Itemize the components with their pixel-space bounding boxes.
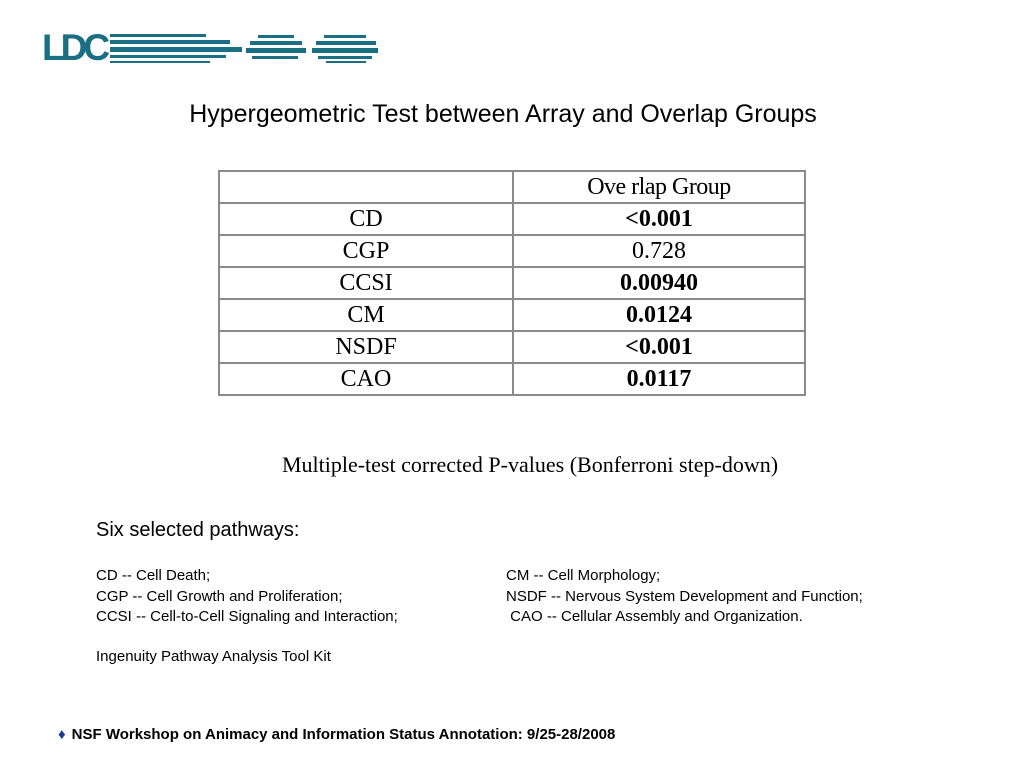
legend-item: CAO -- Cellular Assembly and Organization. [506, 608, 803, 625]
table-header-cell [219, 171, 513, 203]
p-value-cell: 0.00940 [513, 267, 805, 299]
p-value-cell: 0.0124 [513, 299, 805, 331]
pathway-cell: CD [219, 203, 513, 235]
table-row [219, 363, 805, 395]
legend-item: CM -- Cell Morphology; [506, 567, 661, 584]
p-value-table [218, 170, 806, 396]
diamond-bullet-icon: ♦ [58, 726, 66, 743]
p-value-cell: <0.001 [513, 203, 805, 235]
legend-item: CD -- Cell Death; [96, 567, 211, 584]
table-row [219, 331, 805, 363]
logo-stripes-graphic [110, 30, 382, 66]
p-value-cell: 0.728 [513, 235, 805, 267]
source-credit: Ingenuity Pathway Analysis Tool Kit [96, 648, 331, 665]
pathway-cell: CAO [219, 363, 513, 395]
pathways-legend-left [96, 566, 398, 628]
pathway-cell: CM [219, 299, 513, 331]
table-row [219, 235, 805, 267]
table-header-cell: Ove rlap Group [513, 171, 805, 203]
p-value-cell: 0.0117 [513, 363, 805, 395]
footer-text: NSF Workshop on Animacy and Information Status Annotation: 9/25-28/2008 [71, 726, 616, 743]
slide-title: Hypergeometric Test between Array and Overlap Groups [189, 100, 817, 128]
pathway-cell: CCSI [219, 267, 513, 299]
table-row [219, 203, 805, 235]
table-row [219, 299, 805, 331]
slide-footer [58, 726, 615, 743]
logo-text: LDC [42, 27, 107, 68]
table-caption: Multiple-test corrected P-values (Bonferroni step-down) [281, 452, 779, 477]
pathway-cell: NSDF [219, 331, 513, 363]
pathway-cell: CGP [219, 235, 513, 267]
ldc-logo [42, 28, 382, 68]
table-header-row [219, 171, 805, 203]
pathways-heading: Six selected pathways: [96, 519, 300, 541]
table-row [219, 267, 805, 299]
p-value-cell: <0.001 [513, 331, 805, 363]
legend-item: NSDF -- Nervous System Development and Function; [506, 587, 863, 605]
legend-item: CCSI -- Cell-to-Cell Signaling and Interaction; [96, 608, 398, 625]
legend-item: CGP -- Cell Growth and Proliferation; [96, 587, 343, 605]
pathways-legend-right [506, 566, 863, 628]
